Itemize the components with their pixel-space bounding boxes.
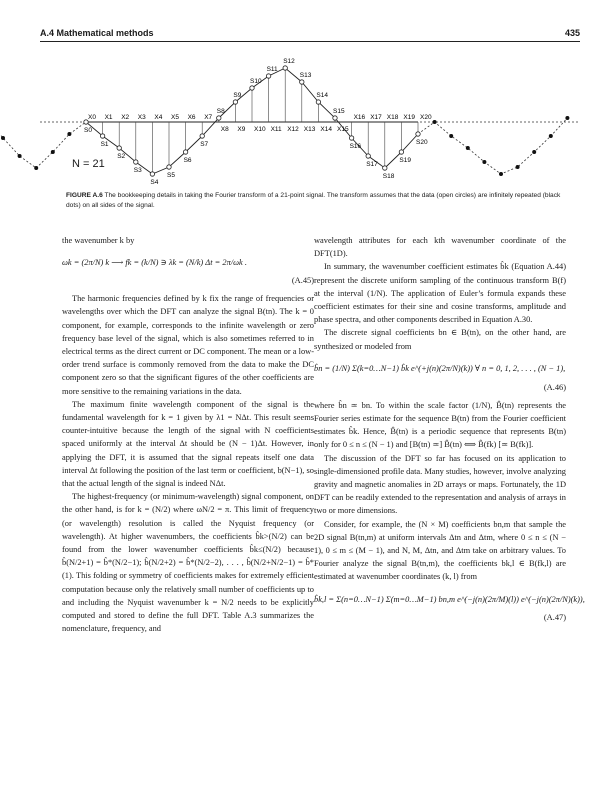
sample-x-label: X12 — [287, 126, 299, 133]
sample-x-label: X2 — [121, 114, 130, 121]
sample-s-label: S3 — [133, 167, 142, 174]
sample-s-label: S12 — [283, 58, 295, 65]
sample-x-label: X6 — [187, 114, 196, 121]
sample-s-label: S15 — [333, 108, 345, 115]
intro-text: the wavenumber k by — [62, 236, 135, 245]
caption-text: The bookkeeping details in taking the Fourier transform of a 21-point signal. The transform assumes that the data (open circles) are infinitely repeated (black dots) on all sides of the signal. — [66, 192, 561, 209]
left-column — [62, 234, 314, 635]
paragraph: The discussion of the DFT so far has focused on its application to single-dimensioned profile data. Many studies, however, involve analyzing gravity and magnetic anomalies in 2D arrays or maps. Fortunately, the 1D DFT can be readily extended to the representation and analysis of arrays in two or more dimensions. — [314, 453, 566, 516]
equation-a45-number: (A.45) — [291, 276, 314, 286]
sample-point-open — [333, 116, 337, 120]
sample-x-label: X5 — [171, 114, 179, 121]
sample-s-label: S10 — [250, 78, 262, 85]
paragraph: The harmonic frequencies defined by k fix the range of frequencies or wavelengths over which the DFT can analyze the signal B(tn). The k = 0 component, for example, corresponds to the infinite wavelength or zero frequency base level of the signal, which is also sometimes referred to in electrical terms as the direct current or DC component. The mean or a low-order trend surface is commonly removed from the data to make the DC component zero so that the significant figures of the other coefficients are more sensitive to the remaining variations in the data. — [62, 294, 314, 396]
sample-x-label: X13 — [303, 126, 316, 133]
sample-s-label: S17 — [366, 161, 378, 168]
paragraph: Consider, for example, the (N × M) coefficients bn,m that sample the 2D signal B(tn,m) at uniform intervals Δtn and Δtm, where 0 ≤ n ≤ (N − 1), 0 ≤ m ≤ (M − 1), and N, M, Δtn, and Δtm take on arbitrary values. To Fourier analyze the signal B(tn,m), the coefficients bk,l ∈ B(fk,l) are estimated at wavenumber coordinates (k, l) from — [314, 519, 566, 582]
sample-point-open — [283, 66, 287, 70]
sample-s-label: S13 — [299, 72, 312, 79]
sample-s-label: S4 — [150, 179, 159, 186]
sample-point-open — [117, 146, 121, 150]
sample-x-label: X7 — [204, 114, 213, 121]
sample-x-label: X18 — [386, 114, 399, 121]
sample-s-label: S14 — [316, 92, 328, 99]
caption-label: FIGURE A.6 — [66, 192, 103, 199]
sample-s-label: S16 — [349, 143, 362, 150]
equation-a45-body: ωk = (2π/N) k ⟶ fk = (k/N) ∋ λk = (N/k) Δt = 2π/ωk . — [62, 258, 247, 268]
equation-a45 — [62, 252, 314, 286]
equation-a46 — [314, 358, 566, 394]
sample-x-label: X8 — [220, 126, 229, 133]
running-header — [40, 28, 580, 42]
repeated-point-filled — [67, 132, 71, 136]
sample-s-label: S8 — [216, 108, 225, 115]
paragraph: wavelength attributes for each kth wavenumber coordinate of the DFT(1D). — [314, 236, 566, 259]
figure-a6 — [40, 58, 580, 186]
sample-point-open — [416, 132, 420, 136]
repeated-point-filled — [1, 136, 5, 140]
sample-point-open — [300, 80, 304, 84]
sample-s-label: S18 — [382, 173, 395, 180]
right-column — [314, 234, 585, 630]
paragraph: where b̂n ≃ bn. To within the scale factor (1/N), B̂(tn) represents the Fourier series estimate for the sequence B(tn) from the Fourier coefficient estimates b̂k. Hence, B̂(tn) is a periodic sequence that represents B(tn) only for 0 ≤ n ≤ (N − 1) and [B(tn) ≃] B̂(tn) ⟺ B̂(fk) [≃ B(fk)]. — [314, 400, 566, 450]
sample-x-label: X20 — [420, 114, 432, 121]
sample-point-open — [250, 86, 254, 90]
sample-point-open — [233, 100, 237, 104]
sample-point-open — [383, 166, 387, 170]
sample-s-label: S11 — [266, 66, 278, 73]
sample-x-label: X15 — [337, 126, 349, 133]
sample-point-open — [150, 172, 154, 176]
repeated-signal-right — [418, 118, 567, 174]
sample-s-label: S20 — [416, 139, 428, 146]
sample-point-open — [399, 150, 403, 154]
sample-point-open — [134, 160, 138, 164]
figure-n-label: N = 21 — [72, 158, 105, 170]
equation-a46-body: b̂n = (1/N) Σ(k=0…N−1) b̂k e^(+j(n)(2π/N)(k)) ∀ n = 0, 1, 2, . . . , (N − 1), — [314, 363, 566, 373]
sample-point-open — [217, 116, 221, 120]
paragraph: The highest-frequency (or minimum-wavelength) signal component, on the other hand, is for k = (N/2) where ωN/2 = π. This limit of frequency (or wavelength) resolution is called the Nyquist frequency (or wavelength). At higher wavenumbers, the coefficients b̂k>(N/2) can be found from the lower wavenumber coefficients b̂k≤(N/2) because b̂(N/2+1) = b̂*(N/2−1); b̂(N/2+2) = b̂*(N/2−2), . . . , b̂(N/2+N/2−1) = b̂*(1). This folding or symmetry of coefficients makes for extremely efficient computation because only the relatively small number of coefficients up to and including the Nyquist wavenumber k = N/2 needs to be explicitly computed and stored to define the full DFT. Table A.3 summarizes the nomenclature, frequency, and — [62, 492, 314, 634]
sample-point-open — [366, 154, 370, 158]
sample-s-label: S0 — [84, 127, 92, 134]
repeated-point-filled — [449, 134, 453, 138]
sample-x-label: X9 — [237, 126, 246, 133]
sample-point-open — [200, 134, 204, 138]
figure-caption — [66, 191, 566, 210]
repeated-point-filled — [516, 165, 520, 169]
repeated-point-filled — [18, 154, 22, 158]
sample-s-label: S5 — [167, 172, 175, 179]
sample-point-open — [183, 150, 187, 154]
equation-a47-body: b̂k,l = Σ(n=0…N−1) Σ(m=0…M−1) bn,m e^(−j(n)(2π/M)(l)) e^(−j(n)(2π/N)(k)), — [314, 594, 585, 604]
section-title: A.4 Mathematical methods — [40, 28, 154, 38]
page-number: 435 — [564, 28, 580, 38]
paragraph: The maximum finite wavelength component of the signal is the fundamental wavelength for k = 1 given by λ1 = NΔt. This result seems counter-intuitive because the length of the signal with N coefficients spaced uniformly at the interval Δt should be (N − 1)Δt. However, in applying the DFT, it is assumed that the signal repeats itself one data interval Δt following the position of the last term or coefficient, b(N−1), so that the actual length of the signal is indeed NΔt. — [62, 399, 314, 489]
sample-x-label: X3 — [137, 114, 146, 121]
repeated-point-filled — [433, 120, 437, 124]
sample-x-label: X1 — [104, 114, 113, 121]
sample-s-label: S19 — [399, 157, 411, 164]
sample-s-label: S6 — [183, 157, 192, 164]
sample-point-open — [316, 100, 320, 104]
sample-x-label: X4 — [154, 114, 163, 121]
repeated-point-filled — [34, 166, 38, 170]
repeated-point-filled — [466, 146, 470, 150]
repeated-point-filled — [565, 116, 569, 120]
paragraph: In summary, the wavenumber coefficient estimates b̂k (Equation A.44) represent the discrete uniform sampling of the continuous transform B(f) at the interval (1/N). The application of Euler’s formula expands these coefficient estimates for their sine and cosine transforms, amplitude and phase spectra, and other components described in Equation A.30. — [314, 262, 566, 325]
sample-s-label: S9 — [233, 92, 242, 99]
sample-x-label: X16 — [353, 114, 366, 121]
equation-a47 — [314, 589, 585, 625]
header-rule — [40, 41, 580, 42]
sample-s-label: S1 — [100, 141, 109, 148]
sample-x-label: X11 — [270, 126, 282, 133]
repeated-point-filled — [482, 160, 486, 164]
repeated-point-filled — [51, 150, 55, 154]
sample-s-label: S7 — [200, 141, 209, 148]
paragraph: The discrete signal coefficients bn ∈ B(tn), on the other hand, are synthesized or modeled from — [314, 328, 566, 351]
signal-diagram — [40, 58, 580, 186]
sample-x-label: X17 — [370, 114, 382, 121]
repeated-point-filled — [532, 150, 536, 154]
sample-s-label: S2 — [117, 153, 126, 160]
sample-point-open — [266, 74, 270, 78]
sample-point-open — [167, 165, 171, 169]
repeated-point-filled — [499, 172, 503, 176]
sample-point-open — [349, 136, 353, 140]
sample-x-label: X10 — [254, 126, 266, 133]
sample-point-open — [100, 134, 104, 138]
equation-a46-number: (A.46) — [543, 382, 566, 392]
repeated-point-filled — [549, 134, 553, 138]
equation-a47-number: (A.47) — [543, 613, 566, 623]
sample-x-label: X19 — [403, 114, 415, 121]
sample-x-label: X0 — [88, 114, 96, 121]
repeated-signal-left — [0, 82, 86, 168]
sample-x-label: X14 — [320, 126, 332, 133]
